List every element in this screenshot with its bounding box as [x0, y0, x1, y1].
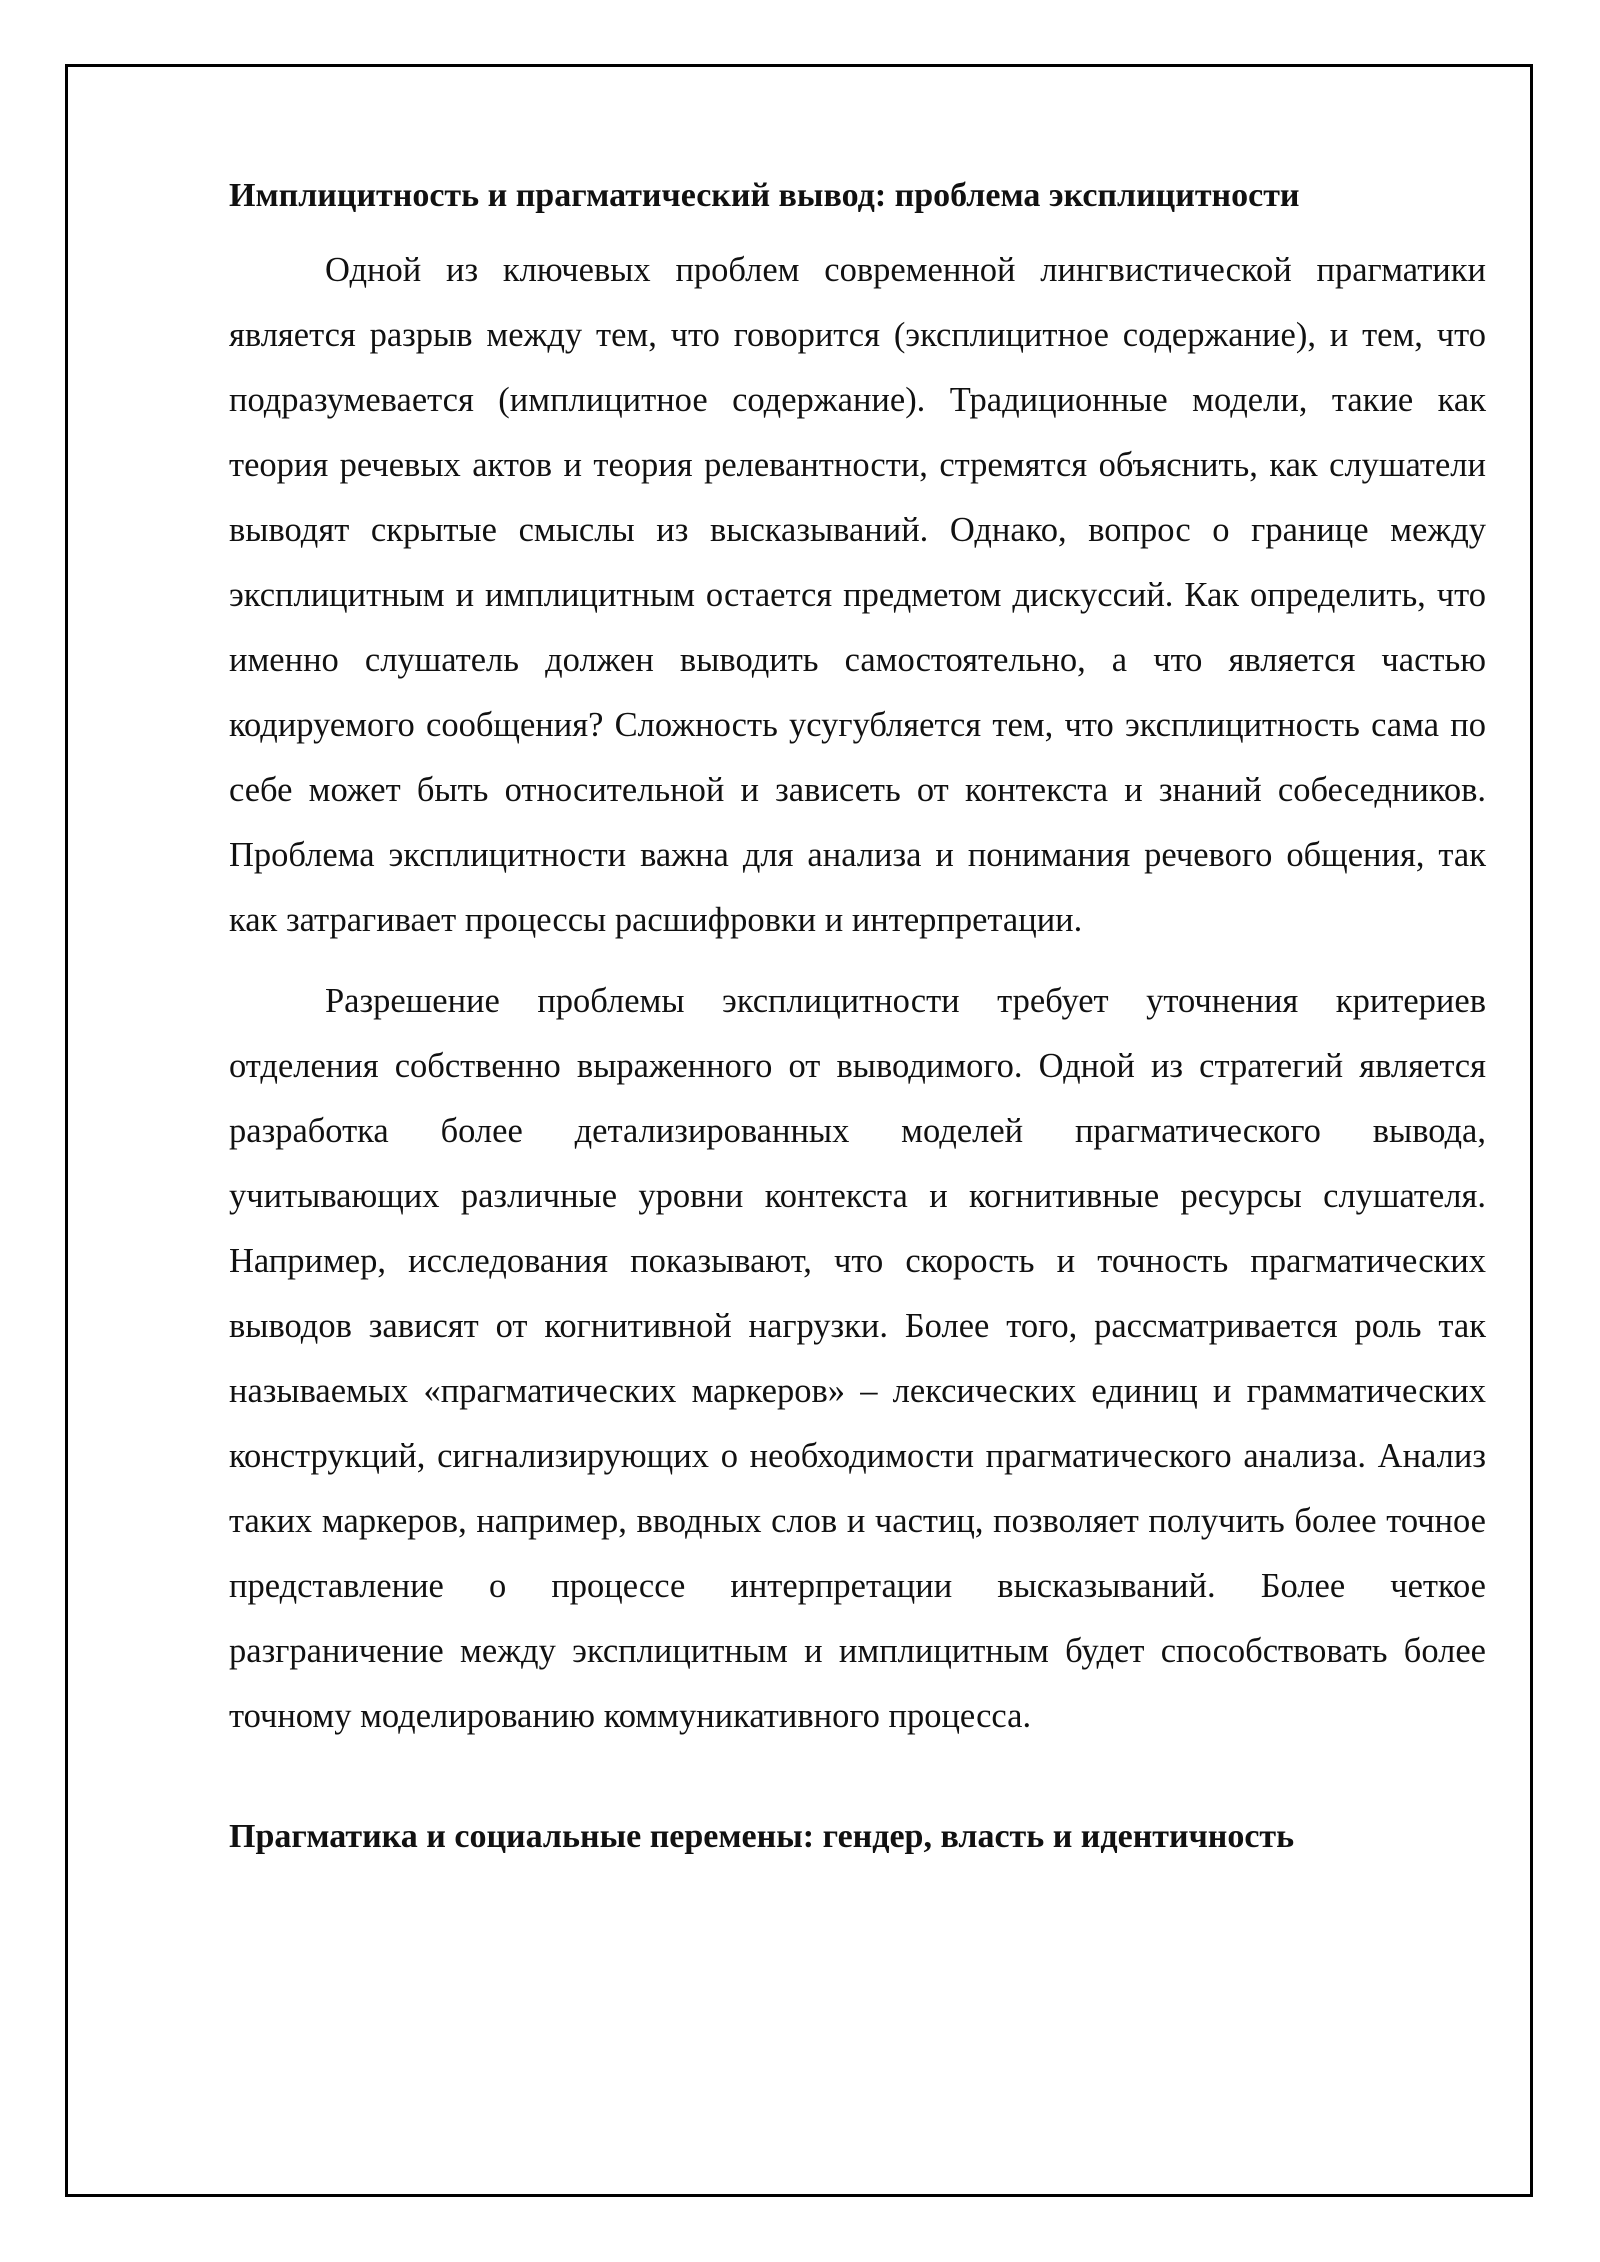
section-heading: Имплицитность и прагматический вывод: проблема эксплицитности	[229, 177, 1300, 214]
section-heading: Прагматика и социальные перемены: гендер, власть и идентичность	[229, 1818, 1295, 1855]
document-body	[229, 172, 1486, 1879]
paragraph: Одной из ключевых проблем современной лингвистической прагматики является разрыв между тем, что говорится (эксплицитное содержание), и тем, что подразумевается (имплицитное содержание). Традиционные модели, такие как теория речевых актов и теория релевантности, стремятся объяснить, как слушатели выводят скрытые смыслы из высказываний. Однако, вопрос о границе между эксплицитным и имплицитным остается предметом дискуссий. Как определить, что именно слушатель должен выводить самостоятельно, а что является частью кодируемого сообщения? Сложность усугубляется тем, что эксплицитность сама по себе может быть относительной и зависеть от контекста и знаний собеседников. Проблема эксплицитности важна для анализа и понимания речевого общения, так как затрагивает процессы расшифровки и интерпретации.	[229, 251, 1486, 939]
paragraph: Разрешение проблемы эксплицитности требует уточнения критериев отделения собственно выраженного от выводимого. Одной из стратегий является разработка более детализированных моделей прагматического вывода, учитывающих различные уровни контекста и когнитивные ресурсы слушателя. Например, исследования показывают, что скорость и точность прагматических выводов зависят от когнитивной нагрузки. Более того, рассматривается роль так называемых «прагматических маркеров» – лексических единиц и грамматических конструкций, сигнализирующих о необходимости прагматического анализа. Анализ таких маркеров, например, вводных слов и частиц, позволяет получить более точное представление о процессе интерпретации высказываний. Более четкое разграничение между эксплицитным и имплицитным будет способствовать более точному моделированию коммуникативного процесса.	[229, 982, 1486, 1735]
